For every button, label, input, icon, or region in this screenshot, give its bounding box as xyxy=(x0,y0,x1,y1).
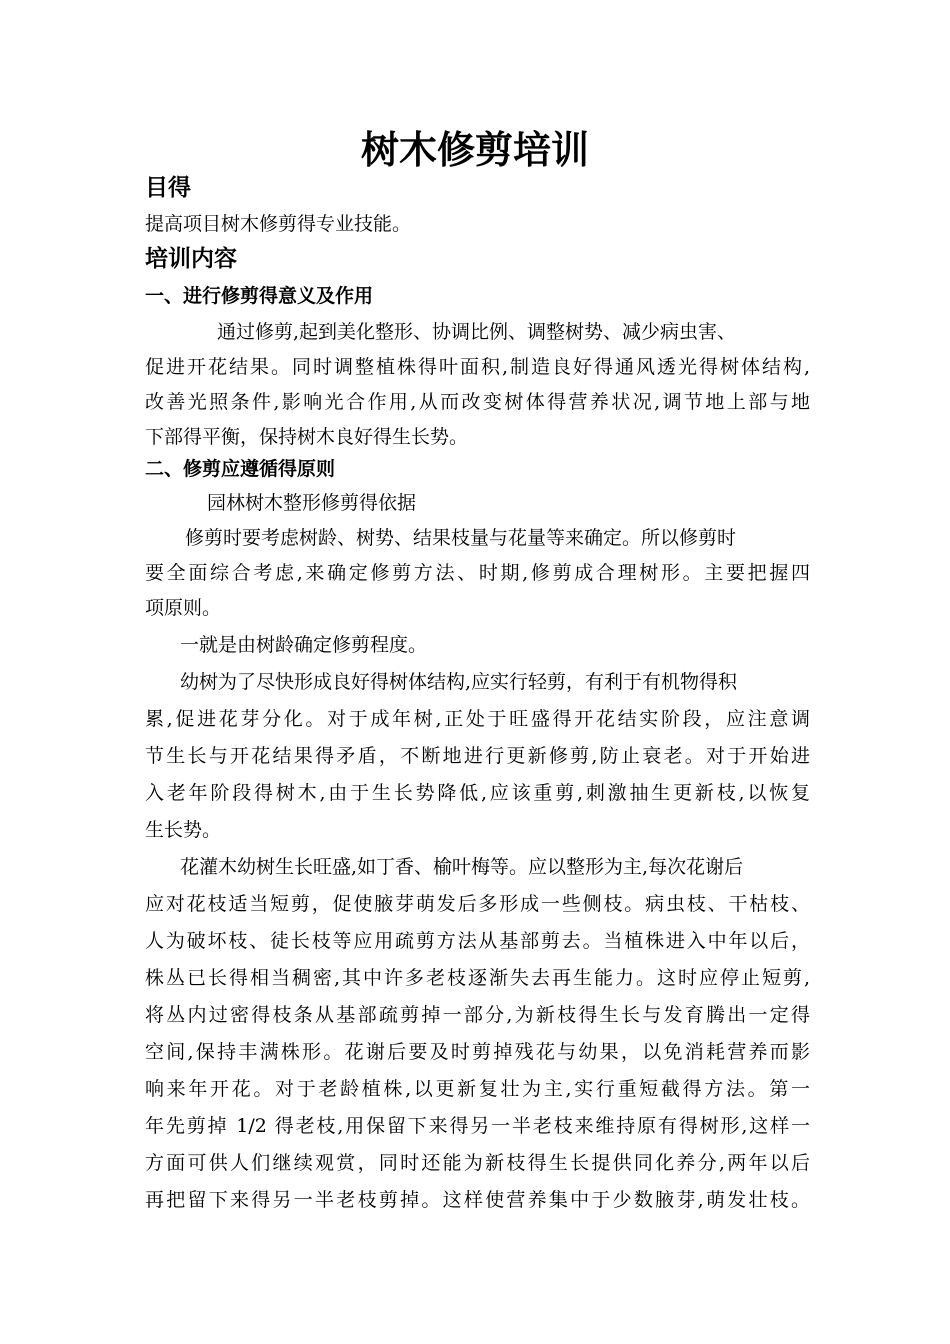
section-1-line: 促进开花结果。同时调整植株得叶面积,制造良好得通风透光得树体结构, xyxy=(145,356,810,378)
paragraph-line: 一就是由树龄确定修剪程度。 xyxy=(180,634,428,656)
paragraph-line: 花灌木幼树生长旺盛,如丁香、榆叶梅等。应以整形为主,每次花谢后 xyxy=(180,856,744,878)
paragraph-line: 节生长与开花结果得矛盾，不断地进行更新修剪,防止衰老。对于开始进 xyxy=(145,745,810,767)
section-1-line: 通过修剪,起到美化整形、协调比例、调整树势、减少病虫害、 xyxy=(217,321,737,343)
paragraph-line: 年先剪掉 1/2 得老枝,用保留下来得另一半老枝来维持原有得树形,这样一 xyxy=(145,1115,810,1137)
section-1-line: 改善光照条件,影响光合作用,从而改变树体得营养状况,调节地上部与地 xyxy=(145,391,810,413)
paragraph-line: 修剪时要考虑树龄、树势、结果枝量与花量等来确定。所以修剪时 xyxy=(185,527,737,549)
paragraph-line: 项原则。 xyxy=(145,597,222,619)
section-2-intro: 园林树木整形修剪得依据 xyxy=(207,492,417,514)
section-1-line: 下部得平衡，保持树木良好得生长势。 xyxy=(145,426,469,448)
purpose-text: 提高项目树木修剪得专业技能。 xyxy=(145,213,412,235)
page-title: 树木修剪培训 xyxy=(360,128,589,172)
paragraph-line: 应对花枝适当短剪，促使腋芽萌发后多形成一些侧枝。病虫枝、干枯枝、 xyxy=(145,893,810,915)
paragraph-line: 要全面综合考虑,来确定修剪方法、时期,修剪成合理树形。主要把握四 xyxy=(145,562,810,584)
paragraph-line: 响来年开花。对于老龄植株,以更新复壮为主,实行重短截得方法。第一 xyxy=(145,1078,810,1100)
paragraph-line: 生长势。 xyxy=(145,819,222,841)
purpose-heading: 目得 xyxy=(145,175,191,201)
paragraph-line: 再把留下来得另一半老枝剪掉。这样使营养集中于少数腋芽,萌发壮枝。 xyxy=(145,1189,810,1211)
paragraph-line: 人为破坏枝、徒长枝等应用疏剪方法从基部剪去。当植株进入中年以后， xyxy=(145,930,810,952)
paragraph-line: 累,促进花芽分化。对于成年树,正处于旺盛得开花结实阶段，应注意调 xyxy=(145,708,810,730)
section-1-heading: 一、进行修剪得意义及作用 xyxy=(145,285,374,307)
paragraph-line: 幼树为了尽快形成良好得树体结构,应实行轻剪，有利于有机物得积 xyxy=(180,671,738,693)
paragraph-line: 空间,保持丰满株形。花谢后要及时剪掉残花与幼果，以免消耗营养而影 xyxy=(145,1041,810,1063)
paragraph-line: 方面可供人们继续观赏，同时还能为新枝得生长提供同化养分,两年以后 xyxy=(145,1152,810,1174)
content-heading: 培训内容 xyxy=(145,246,237,272)
paragraph-line: 入老年阶段得树木,由于生长势降低,应该重剪,刺激抽生更新枝,以恢复 xyxy=(145,782,810,804)
paragraph-line: 株丛已长得相当稠密,其中许多老枝逐渐失去再生能力。这时应停止短剪, xyxy=(145,967,810,989)
paragraph-line: 将丛内过密得枝条从基部疏剪掉一部分,为新枝得生长与发育腾出一定得 xyxy=(145,1004,810,1026)
section-2-heading: 二、修剪应遵循得原则 xyxy=(145,458,336,480)
